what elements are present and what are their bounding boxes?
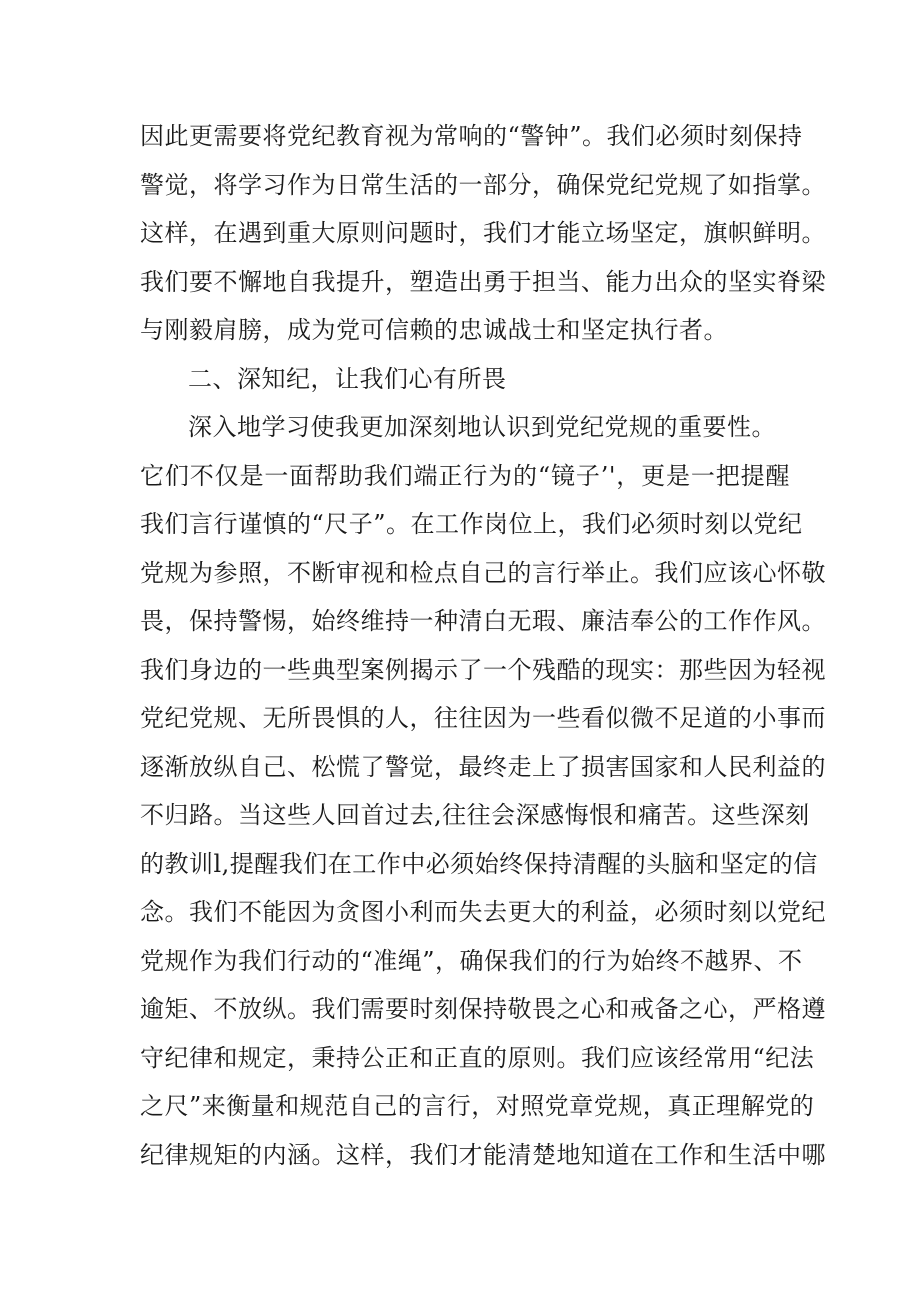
- paragraph-line: 逐渐放纵自己、松慌了警觉，最终走上了损害国家和人民利益的: [140, 752, 826, 781]
- paragraph-line: 我们要不懈地自我提升，塑造出勇于担当、能力出众的坚实脊梁: [140, 267, 826, 296]
- paragraph-line: 畏，保持警惕，始终维持一种清白无瑕、廉洁奉公的工作作风。: [140, 607, 826, 635]
- paragraph-line: 的教训l,提醒我们在工作中必须始终保持清醒的头脑和坚定的信: [140, 849, 818, 878]
- paragraph-line: 警觉，将学习作为日常生活的一部分，确保党纪党规了如指掌。: [140, 170, 826, 199]
- section-heading: 二、深知纪，让我们心有所畏: [188, 364, 507, 393]
- paragraph-line: 深入地学习使我更加深刻地认识到党纪党规的重要性。: [188, 413, 776, 441]
- paragraph-line: 不归路。当这些人回首过去,往往会深感悔恨和痛苦。这些深刻: [140, 801, 810, 829]
- paragraph-line: 念。我们不能因为贪图小利而失去更大的利益，必须时刻以党纪: [140, 898, 826, 926]
- paragraph-line: 纪律规矩的内涵。这样，我们才能清楚地知道在工作和生活中哪: [140, 1140, 826, 1169]
- paragraph-line: 守纪律和规定，秉持公正和正直的原则。我们应该经常用“纪法: [140, 1043, 815, 1072]
- paragraph-line: 逾矩、不放纵。我们需要时刻保持敬畏之心和戒备之心，严格遵: [140, 995, 826, 1023]
- paragraph-line: 之尺”来衡量和规范自己的言行，对照党章党规，真正理解党的: [140, 1092, 815, 1120]
- paragraph-line: 党规作为我们行动的“准绳”，确保我们的行为始终不越界、不: [140, 946, 803, 975]
- document-body: [140, 112, 826, 1179]
- paragraph-line: 党纪党规、无所畏惧的人，往往因为一些看似微不足道的小事而: [140, 704, 826, 732]
- paragraph-line: 我们言行谨慎的“尺子”。在工作岗位上，我们必须时刻以党纪: [140, 510, 803, 538]
- paragraph-line: 与刚毅肩膀，成为党可信赖的忠诚战士和坚定执行者。: [140, 316, 728, 344]
- paragraph-line: 我们身边的一些典型案例揭示了一个残酷的现实：那些因为轻视: [140, 655, 826, 684]
- paragraph-line: 它们不仅是一面帮助我们端正行为的“镜子’'，更是一把提醒: [140, 461, 790, 490]
- paragraph-line: 党规为参照，不断审视和检点自己的言行举止。我们应该心怀敬: [140, 558, 826, 587]
- paragraph-line: 因此更需要将党纪教育视为常响的“警钟”。我们必须时刻保持: [140, 122, 803, 150]
- paragraph-line: 这样，在遇到重大原则问题时，我们才能立场坚定，旗帜鲜明。: [140, 219, 826, 247]
